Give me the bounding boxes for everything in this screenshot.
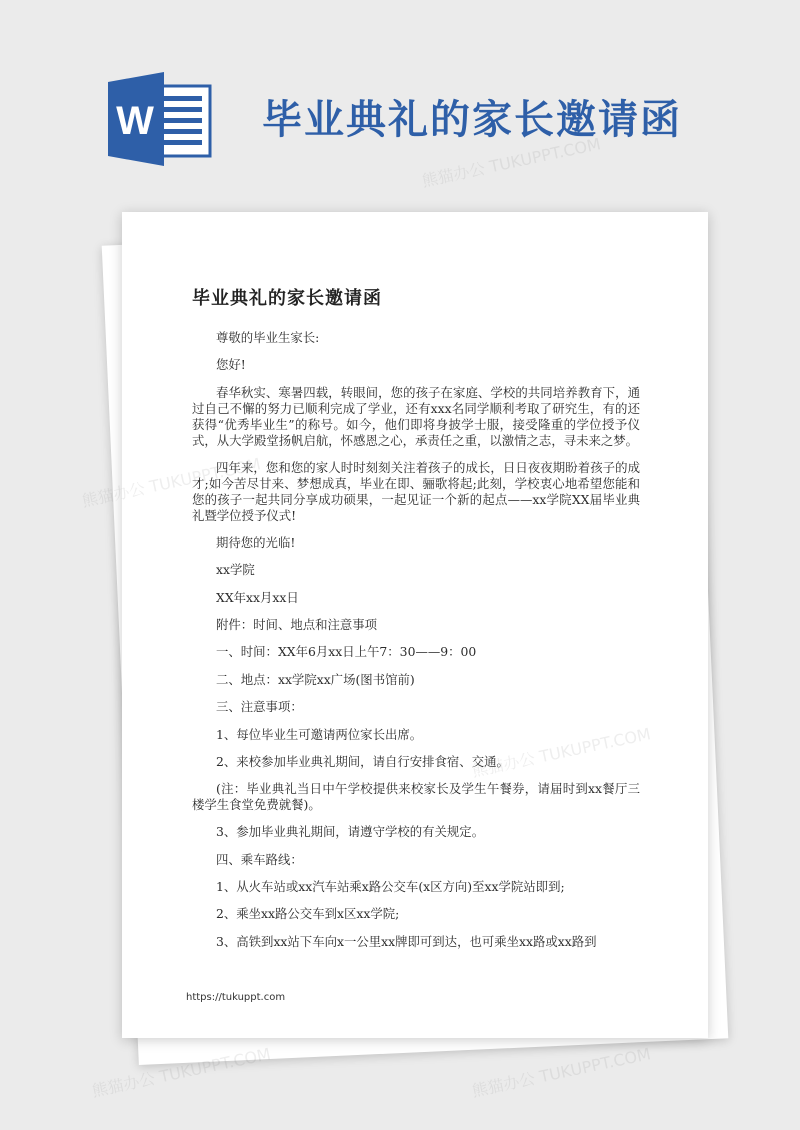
salutation: 尊敬的毕业生家长: [216, 330, 320, 345]
sender: xx学院 [216, 562, 255, 578]
note-1: 1、每位毕业生可邀请两位家长出席。 [216, 726, 423, 742]
note-remark: (注：毕业典礼当日中午学校提供来校家长及学生午餐券，请届时到xx餐厅三楼学生食堂免费就餐)。 [192, 781, 640, 813]
item-route: 四、乘车路线： [216, 851, 303, 867]
word-logo-letter: W [116, 99, 154, 143]
item-notes: 三、注意事项： [216, 699, 303, 715]
watermark: 熊猫办公 TUKUPPT.COM [470, 1044, 653, 1101]
footer-url: https://tukuppt.com [186, 992, 286, 1003]
item-time: 一、时间：XX年6月xx日上午7：30——9：00 [216, 644, 477, 660]
attachment-heading: 附件：时间、地点和注意事项 [216, 616, 378, 632]
date: XX年xx月xx日 [216, 589, 299, 605]
paragraph-2: 四年来，您和您的家人时时刻刻关注着孩子的成长，日日夜夜期盼着孩子的成才;如今苦尽甘来、梦想成真，毕业在即、骊歌将起;此刻，学校衷心地希望您能和您的孩子一起共同分享成功硕果，一起见证一个新的起点——xx学院XX届毕业典礼暨学位授予仪式! [192, 459, 640, 523]
document-page [122, 212, 708, 1038]
route-1: 1、从火车站或xx汽车站乘x路公交车(x区方向)至xx学院站即到; [216, 879, 565, 895]
watermark: 熊猫办公 TUKUPPT.COM [90, 1044, 273, 1101]
item-place: 二、地点：xx学院xx广场(图书馆前) [216, 671, 415, 687]
header-banner [0, 0, 800, 210]
document-title: 毕业典礼的家长邀请函 [192, 288, 382, 309]
watermark: 熊猫办公 TUKUPPT.COM [420, 134, 603, 191]
greeting: 您好! [216, 357, 246, 373]
route-3: 3、高铁到xx站下车向x一公里xx牌即可到达，也可乘坐xx路或xx路到 [216, 933, 597, 949]
closing: 期待您的光临! [216, 534, 296, 550]
note-3: 3、参加毕业典礼期间，请遵守学校的有关规定。 [216, 824, 485, 840]
route-2: 2、乘坐xx路公交车到x区xx学院; [216, 906, 400, 922]
paragraph-1: 春华秋实、寒暑四载，转眼间，您的孩子在家庭、学校的共同培养教育下，通过自己不懈的努力已顺利完成了学业，还有xxx名同学顺利考取了研究生，有的还获得“优秀毕业生”的称号。如今，他们即将身披学士服，接受隆重的学位授予仪式，从大学殿堂扬帆启航，怀感恩之心，承责任之重，以激情之志，寻未来之梦。 [192, 384, 640, 448]
document-body [192, 330, 640, 961]
word-logo-icon [108, 72, 212, 166]
note-2: 2、来校参加毕业典礼期间，请自行安排食宿、交通。 [216, 753, 509, 769]
page-title: 毕业典礼的家长邀请函 [262, 97, 682, 143]
